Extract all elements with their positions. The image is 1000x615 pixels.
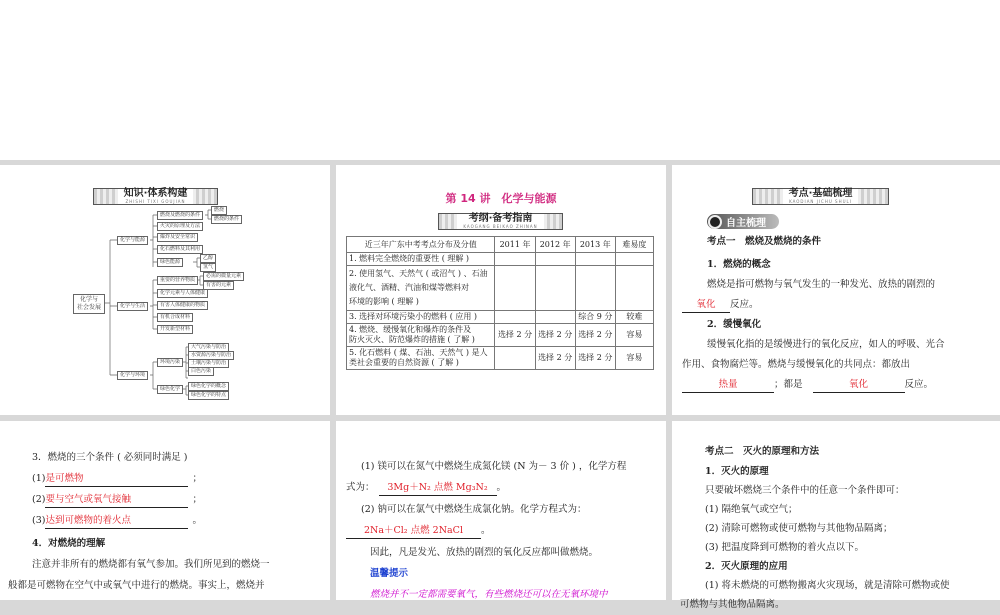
punctuation: ； [192,494,202,505]
answer-blank: 达到可燃物的着火点 [45,514,188,529]
mindmap-leaf: 绿色化学的概念 [188,382,229,391]
punctuation: 。 [481,525,491,536]
sub-heading: 1．燃烧的概念 [707,259,771,270]
section-banner [438,213,563,230]
table-cell [535,311,575,324]
mindmap-leaf: 氢气 [200,263,216,272]
mindmap-leaf: 水资源污染与防治 [188,351,234,360]
paragraph-text: 式为： [346,482,375,493]
bullet-icon [708,215,722,229]
table-cell [495,266,535,311]
condition-item [32,490,202,510]
table-cell [615,253,653,266]
table-cell [615,266,653,311]
mindmap-node: 绿色能源 [157,258,183,267]
sub-heading: 1．灭火的原理 [705,466,769,477]
banner-subtitle: KAODIAN JICHU SHULI [789,199,852,204]
mindmap-node: 火灾的原理及方法 [157,222,203,231]
mindmap-leaf: 乙醇 [200,254,216,263]
table-cell [495,253,535,266]
paragraph: 作用、食物腐烂等。燃烧与缓慢氧化的共同点：都放出 [682,359,911,370]
self-review-label: 自主梳理 [726,218,766,229]
sub-heading: 3．燃烧的三个条件 ( 必须同时满足 ) [32,452,188,463]
chemical-equation: 2Na＋Cl₂ 点燃 2NaCl [346,524,481,539]
mindmap-leaf: 必需的微量元素 [203,272,244,281]
equation-line [346,478,506,498]
punctuation: 。 [496,482,507,493]
table-cell: 选择 2 分 [575,347,615,370]
mindmap-leaf: 绿色化学的特点 [188,391,229,400]
paragraph: (1) 将未燃烧的可燃物搬离火灾现场，就是清除可燃物或使 [705,580,950,591]
blank-slide-area [0,0,1000,160]
mindmap-node: 环境污染 [157,358,183,367]
answer-blank: 是可燃物 [45,472,188,487]
mindmap-node: 有害人体健康的物质 [157,301,208,310]
slide-exam-guide[interactable] [336,165,666,415]
answer-blank: 氧化 [682,298,730,313]
mindmap-leaf: 土壤污染与防治 [188,359,229,368]
item-number: (1) [32,473,46,484]
paragraph-line [682,375,933,395]
mindmap-leaf: 大气污染与防治 [188,343,229,352]
list-item: (2) 清除可燃物或使可燃物与其他物品隔离； [705,523,893,534]
exam-table [346,236,654,370]
tip-heading: 温馨提示 [370,568,409,579]
punctuation: ； [192,473,202,484]
equation-line [346,521,491,541]
table-cell [535,266,575,311]
mindmap-leaf: 白色污染 [188,367,214,376]
banner-subtitle: KAOGANG BEIKAO ZHINAN [463,224,538,229]
paragraph: 注意并非所有的燃烧都有氧气参加。我们所见到的燃烧一 [32,559,270,570]
paragraph-line [682,295,759,315]
table-cell: 4. 燃烧、缓慢氧化和爆炸的条件及 防火灭火、防范爆炸的措施 ( 了解 ) [347,324,495,347]
mindmap-leaf: 燃烧 [211,206,227,215]
table-cell: 1. 燃料完全燃烧的重要性 ( 理解 ) [347,253,495,266]
self-review-tag [707,214,779,229]
table-row [347,311,654,324]
mindmap-node: 重要的营养物质 [157,276,198,285]
table-cell: 容易 [615,324,653,347]
section-banner [752,188,889,205]
table-cell: 容易 [615,347,653,370]
paragraph: 可燃物与其他物品隔离。 [680,599,785,610]
table-cell [535,253,575,266]
mindmap-branch-life: 化学与生活 [117,302,148,311]
table-cell: 选择 2 分 [535,347,575,370]
paragraph: 因此，凡是发光、放热的剧烈的氧化反应都叫做燃烧。 [370,547,599,558]
table-header: 近三年广东中考考点分布及分值 [347,237,495,253]
table-cell [575,266,615,311]
slide-burning-conditions[interactable] [0,421,330,600]
paragraph: (1) 镁可以在氮气中燃烧生成氮化镁 (N 为－ 3 价 ) ，化学方程 [361,461,627,472]
sub-heading: 4．对燃烧的理解 [32,538,106,549]
sub-heading: 2．缓慢氧化 [707,319,762,330]
table-cell: 选择 2 分 [495,324,535,347]
paragraph: 只要破坏燃烧三个条件中的任意一个条件即可： [705,485,905,496]
table-header: 2011 年 [495,237,535,253]
answer-blank: 热量 [682,378,774,393]
table-row [347,347,654,370]
mindmap-node: 化学元素与人体健康 [157,289,208,298]
table-cell: 较难 [615,311,653,324]
table-cell [495,311,535,324]
banner-title: 知识·体系构建 [123,188,188,199]
key-point-heading: 考点一 燃烧及燃烧的条件 [707,236,822,247]
mindmap-leaf: 有害的元素 [203,281,234,290]
list-item: (3) 把温度降到可燃物的着火点以下。 [705,542,864,553]
mindmap-branch-energy: 化学与能源 [117,236,148,245]
item-number: (3) [32,515,46,526]
paragraph-text: 反应。 [730,299,759,310]
banner-title: 考点·基础梳理 [788,188,853,199]
mindmap-root [73,294,105,314]
table-cell: 3. 选择对环境污染小的燃料 ( 应用 ) [347,311,495,324]
punctuation: 。 [192,515,202,526]
table-row [347,266,654,311]
table-cell: 综合 9 分 [575,311,615,324]
mindmap-branch-environment: 化学与环境 [117,371,148,380]
paragraph: 般都是可燃物在空气中或氧气中进行的燃烧。事实上，燃烧并 [8,580,265,591]
table-header-row [347,237,654,253]
lesson-title: 第 14 讲 化学与能源 [445,192,557,205]
table-header: 2013 年 [575,237,615,253]
table-row [347,253,654,266]
condition-item [32,469,202,489]
table-cell: 选择 2 分 [535,324,575,347]
paragraph-text: ；都是 [774,379,803,390]
mindmap-root-label: 化学与 社会发展 [77,296,102,311]
mindmap-node: 开发新型材料 [157,325,193,334]
item-number: (2) [32,494,46,505]
answer-blank: 氧化 [813,378,905,393]
sub-heading: 2．灭火原理的应用 [705,561,788,572]
paragraph: 缓慢氧化指的是缓慢进行的氧化反应，如人的呼吸、光合 [707,339,945,350]
table-header: 2012 年 [535,237,575,253]
mindmap-node: 绿色化学 [157,385,183,394]
table-cell: 2. 使用氢气、天然气 ( 或沼气 ) 、石油 液化气、酒精、汽油和煤等燃料对 环境的影响 ( 理解 ) [347,266,495,311]
paragraph: (2) 钠可以在氯气中燃烧生成氯化钠。化学方程式为： [361,504,587,515]
mindmap-node: 爆炸及安全常识 [157,233,198,242]
key-point-heading: 考点二 灭火的原理和方法 [705,446,820,457]
banner-subtitle: ZHISHI TIXI GOUJIAN [125,199,186,204]
paragraph-text: 反应。 [904,379,934,390]
banner-title: 考纲·备考指南 [468,213,533,224]
tip-text: 燃烧并不一定都需要氧气，有些燃烧还可以在无氧环境中 [370,589,608,600]
table-cell: 5. 化石燃料 ( 煤、石油、天然气 ) 是人 类社会重要的自然资源 ( 了解 ) [347,347,495,370]
mindmap-node: 化石燃料及其利用 [157,245,203,254]
slide-key-points-1[interactable] [672,165,1000,415]
chemical-equation: 3Mg＋N₂ 点燃 Mg₃N₂ [379,481,497,496]
table-cell [495,347,535,370]
slide-knowledge-map[interactable] [0,165,330,415]
list-item: (1) 隔绝氧气或空气； [705,504,798,515]
condition-item [32,511,202,531]
table-cell: 选择 2 分 [575,324,615,347]
paragraph: 燃烧是指可燃物与氧气发生的一种发光、放热的剧烈的 [707,279,936,290]
table-cell [575,253,615,266]
slide-key-points-2[interactable] [672,421,1000,610]
mindmap-leaf: 燃烧的条件 [211,215,242,224]
table-row [347,324,654,347]
table-header: 难易度 [615,237,653,253]
answer-blank: 要与空气或氧气接触 [45,493,188,508]
mindmap-node: 燃烧及燃烧的条件 [157,211,203,220]
mindmap-node: 有机合成材料 [157,313,193,322]
slide-burning-examples[interactable] [336,421,666,600]
